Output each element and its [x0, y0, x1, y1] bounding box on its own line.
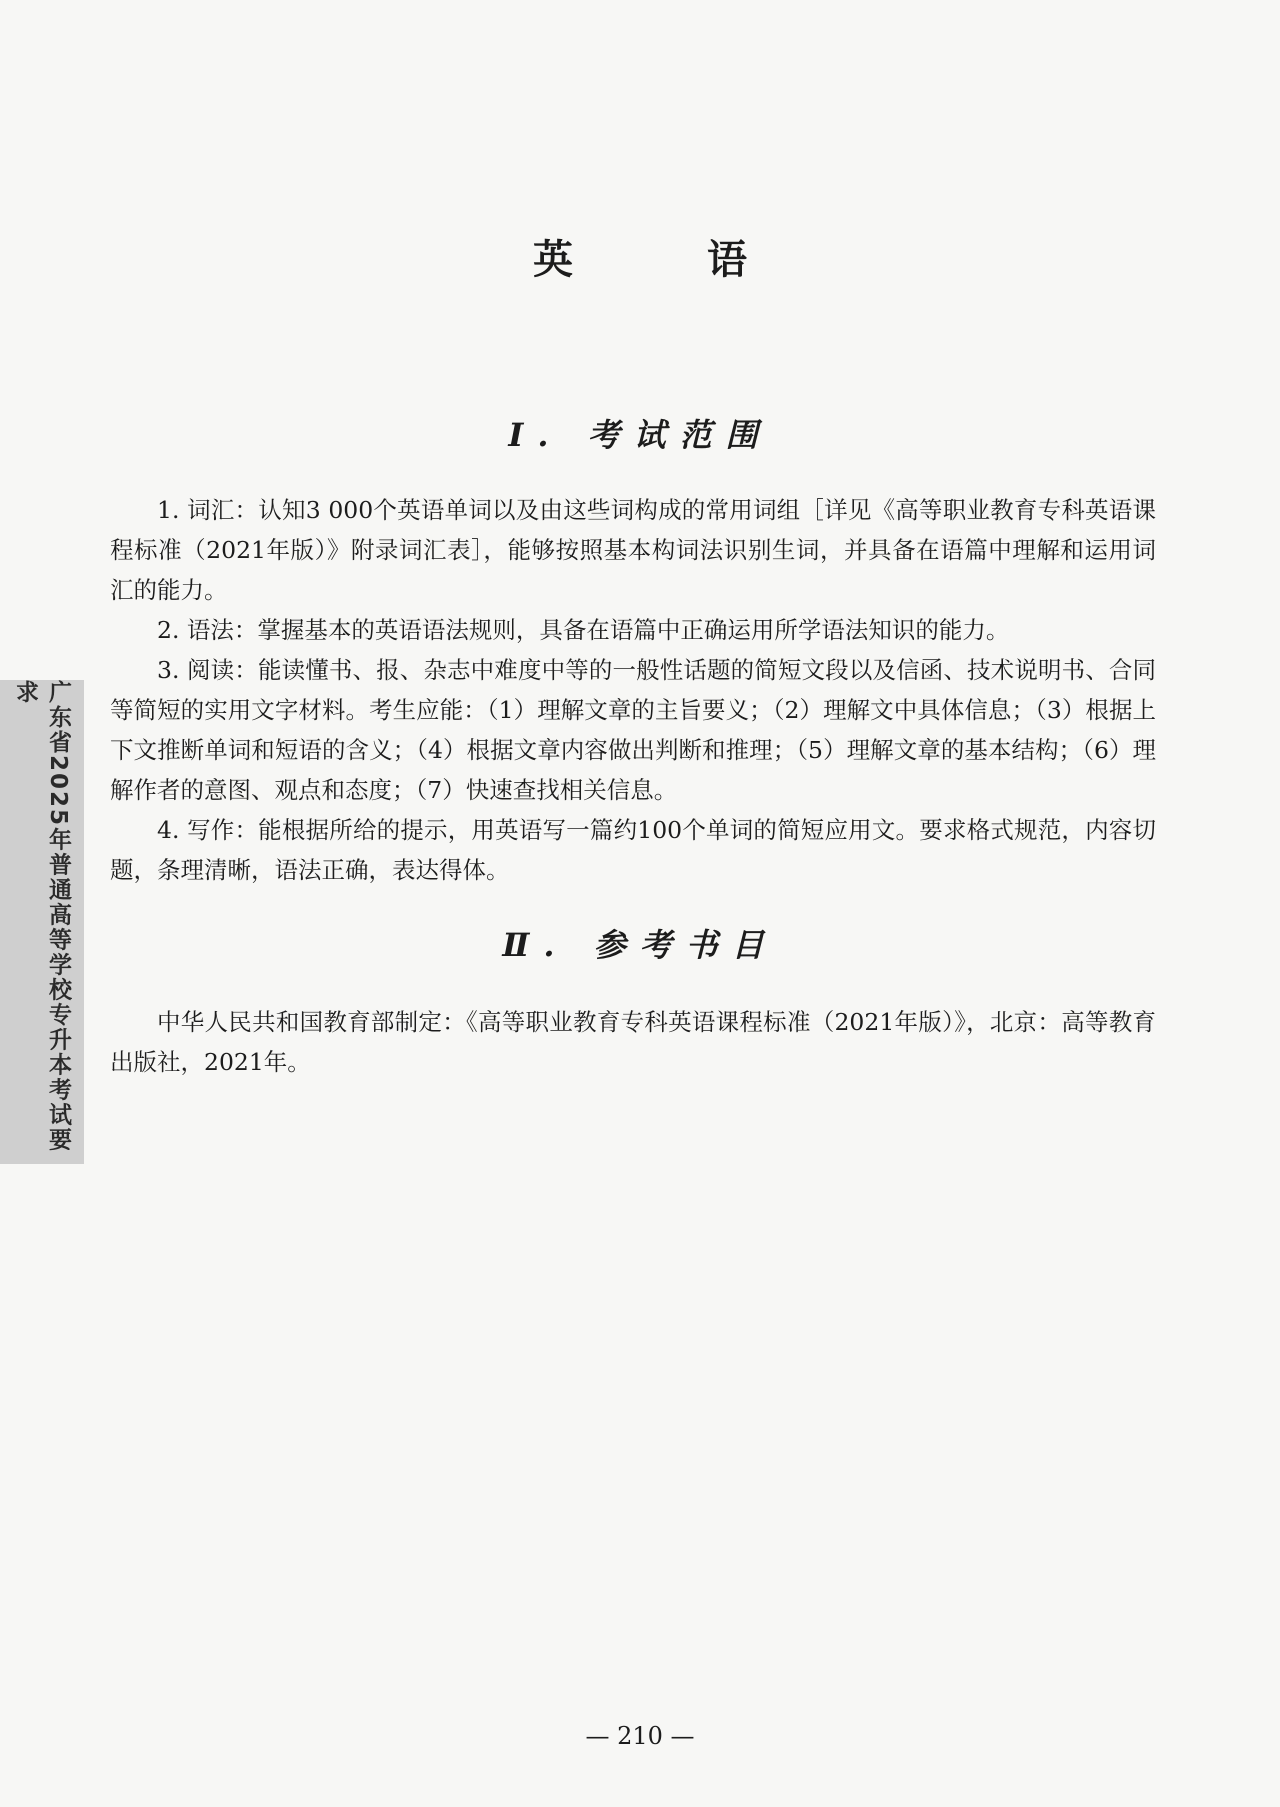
- scope-item-grammar: 2. 语法：掌握基本的英语语法规则，具备在语篇中正确运用所学语法知识的能力。: [157, 616, 1010, 644]
- scope-body: [110, 490, 1156, 890]
- scope-item-reading: 3. 阅读：能读懂书、报、杂志中难度中等的一般性话题的简短文段以及信函、技术说明书、合同等简短的实用文字材料。考生应能：（1）理解文章的主旨要义；（2）理解文中具体信息；（3）根据上下文推断单词和短语的含义；（4）根据文章内容做出判断和推理；（5）理解文章的基本结构；（6）理解作者的意图、观点和态度；（7）快速查找相关信息。: [110, 656, 1156, 804]
- scope-item-vocabulary: 1. 词汇：认知3 000个英语单词以及由这些词构成的常用词组［详见《高等职业教育专科英语课程标准（2021年版）》附录词汇表］，能够按照基本构词法识别生词，并具备在语篇中理解和运用词汇的能力。: [110, 496, 1156, 604]
- section-heading-scope: Ⅰ. 考试范围: [508, 416, 772, 454]
- section-heading-references: Ⅱ. 参考书目: [502, 926, 778, 964]
- references-body: [110, 1002, 1156, 1082]
- page-number: — 210 —: [585, 1722, 695, 1750]
- side-tab-label: 广东省2025年普通高等学校专升本考试要求: [12, 680, 71, 1153]
- reference-item: 中华人民共和国教育部制定：《高等职业教育专科英语课程标准（2021年版）》，北京：高等教育出版社，2021年。: [110, 1008, 1156, 1076]
- scope-item-writing: 4. 写作：能根据所给的提示，用英语写一篇约100个单词的简短应用文。要求格式规范，内容切题，条理清晰，语法正确，表达得体。: [110, 816, 1156, 884]
- subject-title: 英 语: [533, 236, 807, 283]
